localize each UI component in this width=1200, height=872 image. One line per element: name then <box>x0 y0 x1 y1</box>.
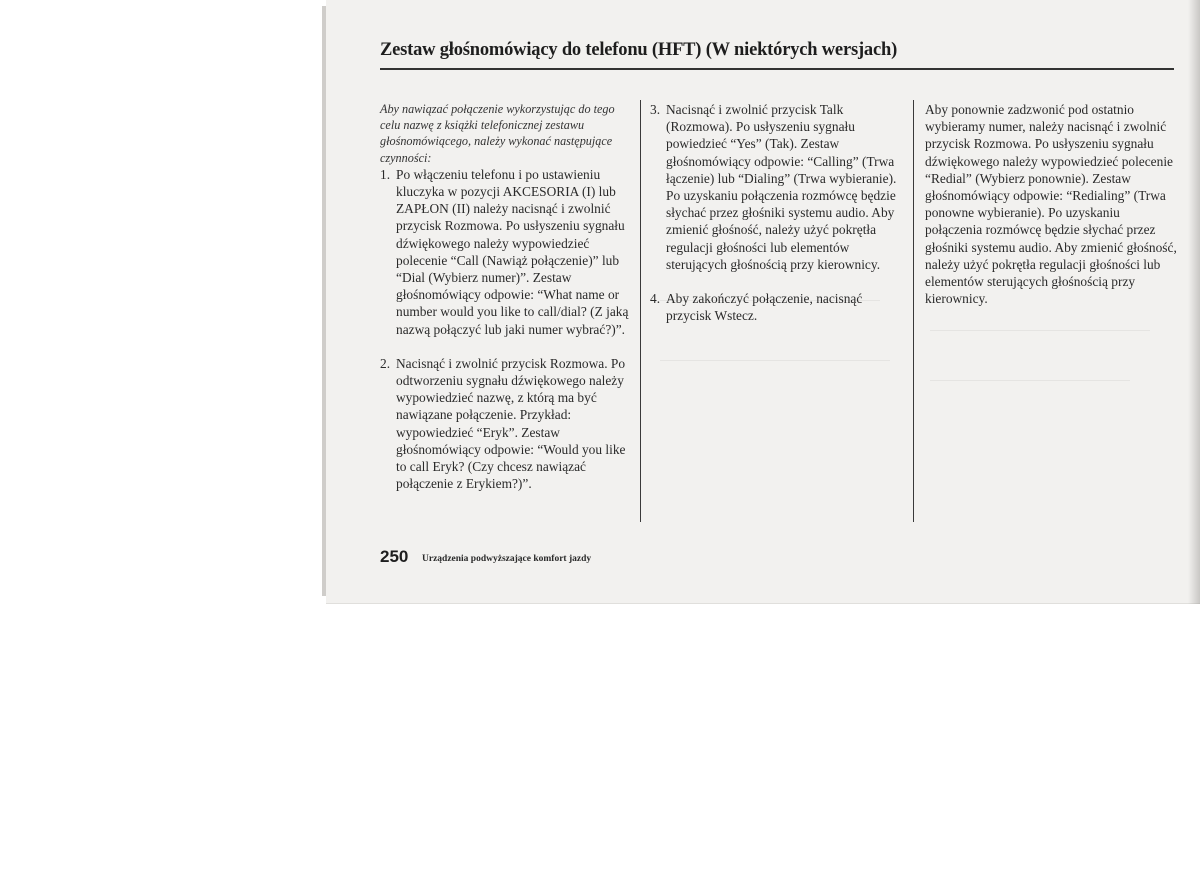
text-column-1 <box>380 101 632 492</box>
bleed-through-line <box>930 330 1150 331</box>
list-item-text: Po włączeniu telefonu i po ustawieniu kluczyka w pozycji AKCESORIA (I) lub ZAPŁON (II) należy nacisnąć i zwolnić przycisk Rozmowa. Po usłyszeniu sygnału dźwiękowego należy wypowiedzieć polecenie “Call (Nawiąż połączenie)” lub “Dial (Wybierz numer)”. Zestaw głośnomówiący odpowie: “What name or number would you like to call/dial? (Z jaką nazwą połączyć lub jaki numer wybrać?)”. <box>396 166 629 337</box>
page-number: 250 <box>380 547 409 566</box>
list-item-number: 4. <box>650 291 661 307</box>
page-left-edge <box>322 6 326 596</box>
list-item <box>380 355 632 493</box>
list-item-text: Nacisnąć i zwolnić przycisk Rozmowa. Po odtworzeniu sygnału dźwiękowego należy wypowiedzieć nazwę, z którą ma być nawiązane połączenie. Przykład: wypowiedzieć “Eryk”. Zestaw głośnomówiący odpowie: “Would you like to call Eryk? (Czy chcesz nawiązać połączenie z Erykiem?)”. <box>396 355 626 492</box>
list-item <box>380 166 632 338</box>
bleed-through-line <box>930 380 1130 381</box>
text-column-3 <box>925 101 1180 307</box>
list-item-number: 3. <box>650 102 661 117</box>
page-title: Zestaw głośnomówiący do telefonu (HFT) (W niektórych wersjach) <box>380 40 898 60</box>
book-spine-shadow <box>1188 0 1200 604</box>
redial-paragraph: Aby ponownie zadzwonić pod ostatnio wybieramy numer, należy nacisnąć i zwolnić przycisk Rozmowa. Po usłyszeniu sygnału dźwiękowego należy wypowiedzieć polecenie “Redial” (Wybierz ponownie). Zestaw głośnomówiący odpowie: “Redialing” (Trwa ponowne wybieranie). Po uzyskaniu połączenia rozmówcę będzie słychać przez głośniki systemu audio. Aby zmienić głośność, należy użyć pokrętła regulacji głośności lub elementów sterujących głośnością przy kierownicy. <box>925 102 1177 307</box>
list-item-text: Nacisnąć i zwolnić przycisk Talk (Rozmowa). Po usłyszeniu sygnału powiedzieć “Yes” (Tak). Zestaw głośnomówiący odpowie: “Calling” (Trwa łączenie) lub “Dialing” (Trwa wybieranie). Po uzyskaniu połączenia rozmówcę będzie słychać przez głośniki systemu audio. Aby zmienić głośność, należy użyć pokrętła regulacji głośności lub elementów sterujących głośnością przy kierownicy. <box>666 102 897 272</box>
column-divider <box>913 100 914 522</box>
list-item-text: Aby zakończyć połączenie, nacisnąć przycisk Wstecz. <box>666 291 863 324</box>
bleed-through-line <box>660 360 890 361</box>
list-item-number: 1. <box>380 166 391 182</box>
intro-paragraph: Aby nawiązać połączenie wykorzystując do tego celu nazwę z książki telefonicznej zestawu głośnomówiącego, należy wykonać następujące czynności: <box>380 102 615 165</box>
column-divider <box>640 100 641 522</box>
text-column-2 <box>650 101 902 324</box>
list-item <box>650 290 902 324</box>
list-item-number: 2. <box>380 355 391 371</box>
section-label: Urządzenia podwyższające komfort jazdy <box>422 554 592 564</box>
list-item <box>650 101 902 273</box>
title-underline <box>380 68 1174 70</box>
